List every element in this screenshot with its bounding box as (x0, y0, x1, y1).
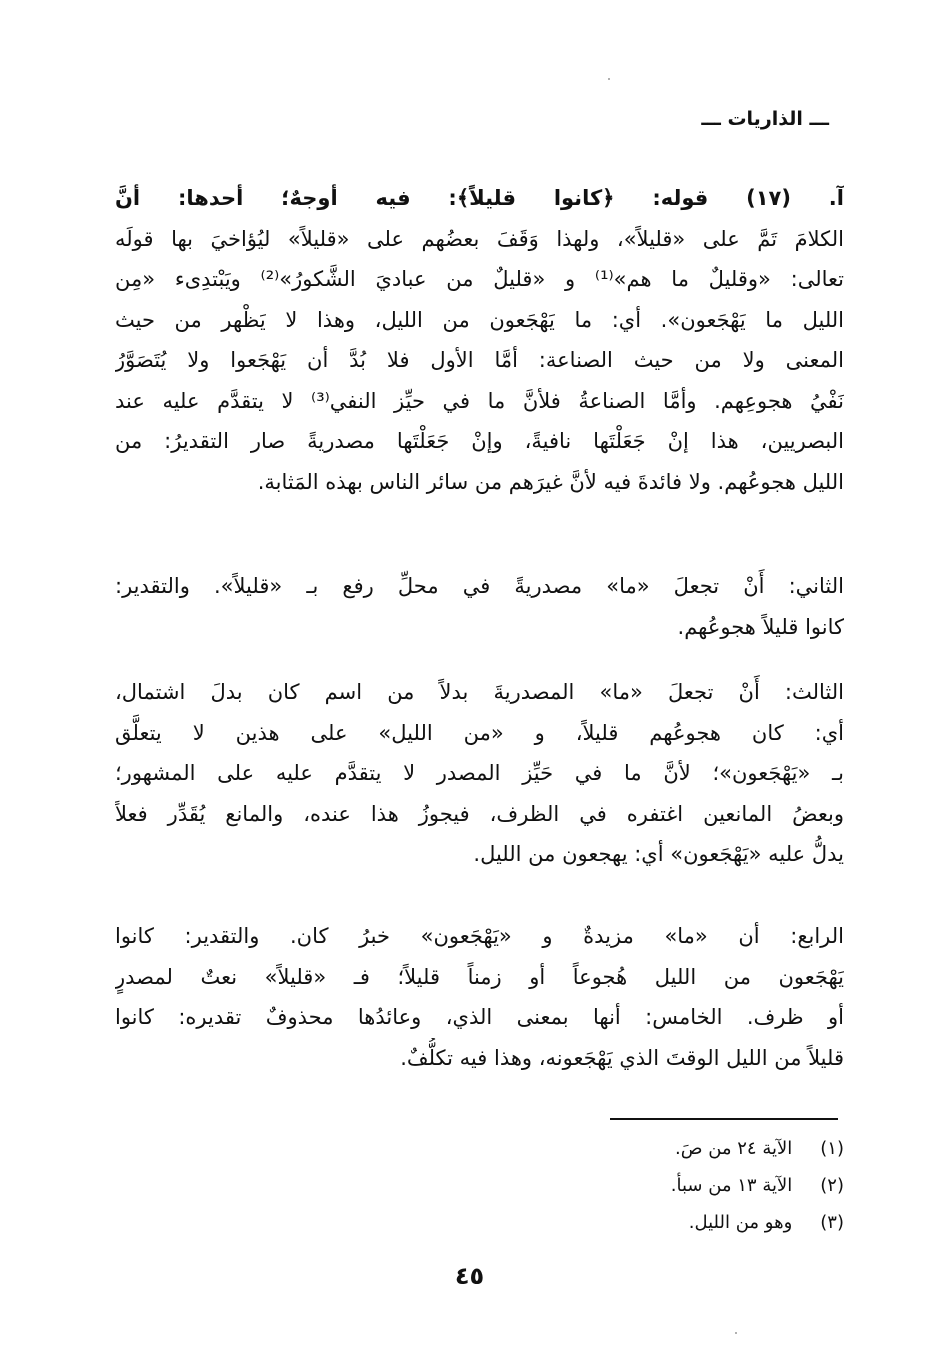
footnote-text: وهو من الليل. (688, 1212, 793, 1233)
paragraph-fourth-fifth-aspect (115, 916, 844, 1078)
paragraph-second-aspect (115, 566, 844, 647)
page-number: ٤٥ (454, 1262, 485, 1290)
text-line: المعنى ولا من حيث الصناعة: أمَّا الأول فلا بُدَّ أن يَهْجَعوا ولا يُتَصَوَّرُ (115, 348, 844, 372)
text-line: الثاني: أَنْ تجعلَ «ما» مصدريةً في محلِّ رفع بـ «قليلاً». والتقدير: (115, 574, 844, 598)
text-line: آ. (١٧) قوله: ﴿كانوا قليلاً﴾: فيه أوجهٌ؛ أحدها: أنَّ (115, 186, 844, 210)
footnote (689, 1212, 844, 1233)
footnote-divider (610, 1118, 838, 1120)
text-line: الكلامَ تَمَّ على «قليلاً»، ولهذا وَقَفَ بعضُهم على «قليلاً» ليُؤاخيَ بها قولَه (115, 226, 844, 251)
text-line: يَهْجَعون من الليل هُجوعاً أو زمناً قليلاً؛ فـ «قليلاً» نعتٌ لمصدرٍ (115, 964, 844, 989)
text-line: قليلاً من الليل الوقتَ الذي يَهْجَعونه، وهذا فيه تكلُّفٌ. (400, 1045, 844, 1070)
paragraph-third-aspect (115, 672, 844, 875)
text-line: نَفْيُ هجوعِهم. وأمَّا الصناعةُ فلأنَّ ما في حيِّز النفي⁽³⁾ لا يتقدَّم عليه عند (115, 388, 844, 413)
paragraph-first-aspect (115, 178, 844, 502)
text-line: أي: كان هجوعُهم قليلاً، و «من الليل» على هذين لا يتعلَّق (115, 720, 844, 745)
footnote-text: الآية ٢٤ من صَ. (674, 1138, 793, 1159)
footnote-text: الآية ١٣ من سبأ. (670, 1175, 793, 1196)
text-line: الليل هجوعُهم. ولا فائدةَ فيه لأنَّ غيرَهم من سائر الناس بهذه المَثابة. (257, 469, 844, 494)
text-line: الثالث: أَنْ تجعلَ «ما» المصدريةَ بدلاً من اسم كان بدلَ اشتمال، (115, 680, 844, 704)
text-line: يدلُّ عليه «يَهْجَعون» أي: يهجعون من الليل. (473, 842, 844, 866)
running-header: ـــ الذاريات ـــ (701, 108, 829, 130)
footnote (671, 1175, 844, 1196)
text-line: أو ظرف. الخامس: أنها بمعنى الذي، وعائدُها محذوفٌ تقديره: كانوا (115, 1005, 844, 1029)
footnote-number: (٢) (820, 1175, 844, 1196)
text-line: الرابع: أن «ما» مزيدةٌ و «يَهْجَعون» خبرُ كان. والتقدير: كانوا (115, 924, 844, 948)
scan-speck (608, 78, 610, 80)
scan-speck (735, 1332, 737, 1334)
text-line: البصريين، هذا إنْ جَعَلْتَها نافيةً، وإنْ جَعَلْتَها مصدريةً صار التقديرُ: من (115, 429, 844, 453)
text-line: وبعضُ المانعين اغتفره في الظرف، فيجوزُ هذا عنده، والمانع يُقَدِّر فعلاً (115, 801, 844, 826)
footnote (675, 1138, 844, 1159)
text-line: بـ «يَهْجَعون»؛ لأنَّ ما في حَيِّز المصدر لا يتقدَّم عليه على المشهور؛ (115, 761, 844, 785)
text-line: الليل ما يَهْجَعون». أي: ما يَهْجَعون من الليل، وهذا لا يَظْهر من حيث (115, 307, 844, 332)
footnote-number: (١) (820, 1138, 844, 1159)
text-line: تعالى: «وقليلٌ ما هم»⁽¹⁾ و «قليلٌ من عباديَ الشَّكورُ»⁽²⁾ ويَبْتدِىء «مِن (115, 267, 844, 291)
footnote-number: (٣) (820, 1212, 844, 1233)
text-line: كانوا قليلاً هجوعُهم. (677, 614, 844, 639)
